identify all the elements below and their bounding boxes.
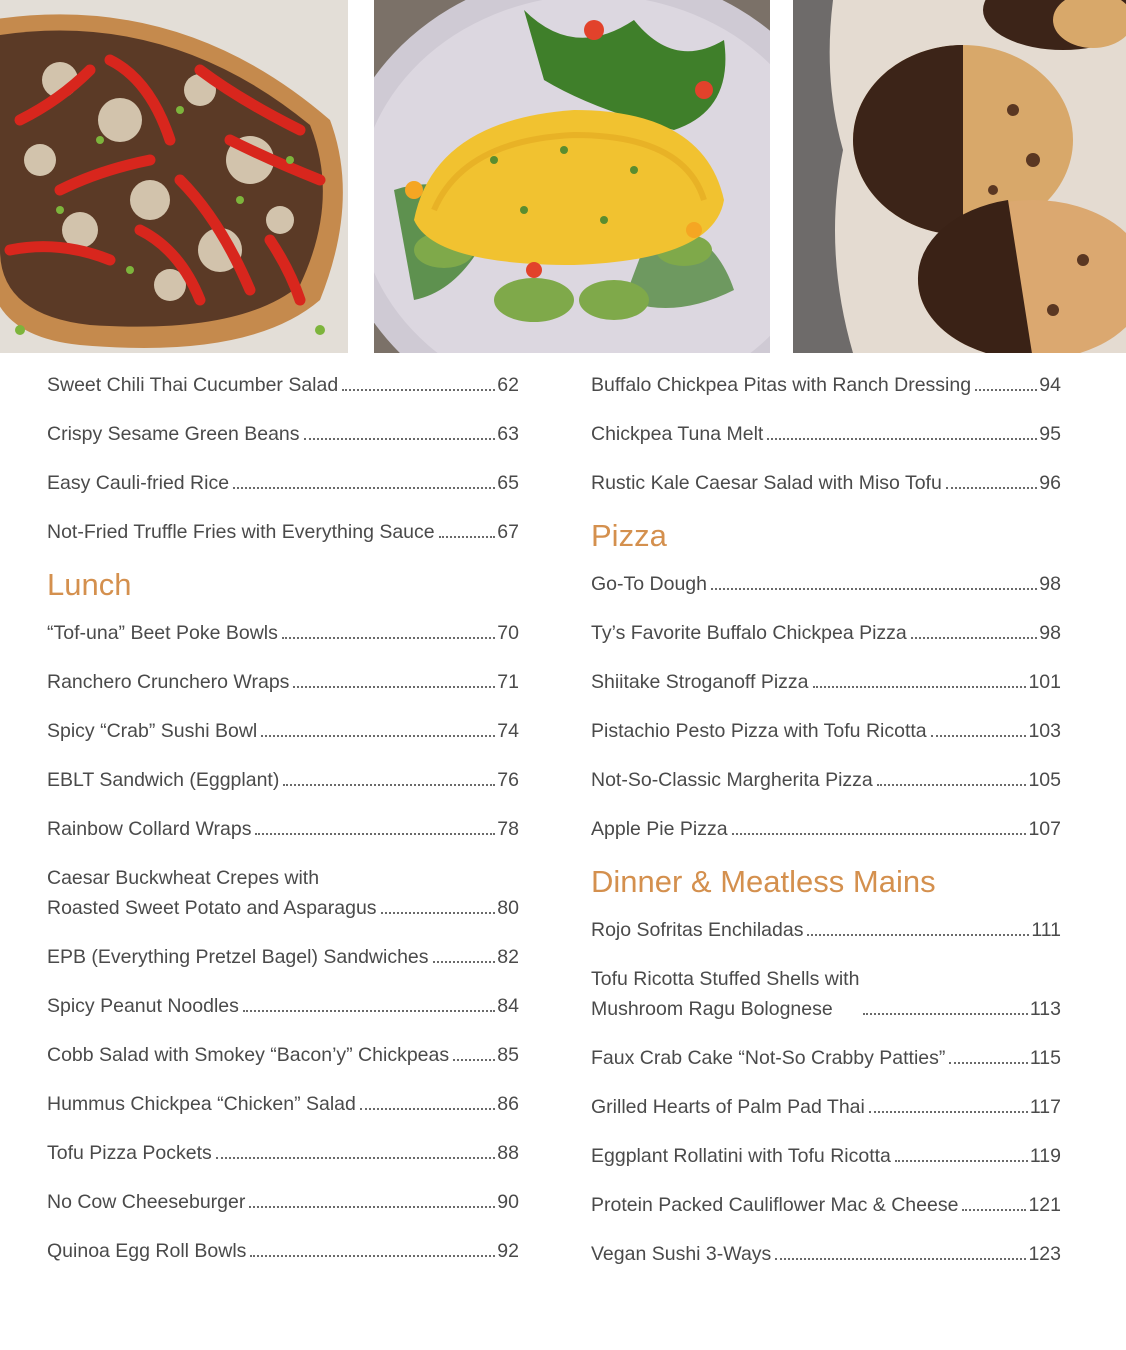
toc-entry <box>47 1236 519 1266</box>
dot-leader <box>261 735 495 737</box>
page-number: 80 <box>497 897 519 919</box>
recipe-title: Protein Packed Cauliflower Mac & Cheese <box>591 1194 959 1216</box>
toc-entry <box>47 618 519 648</box>
recipe-title: Go-To Dough <box>591 573 707 595</box>
page-number: 78 <box>497 818 519 840</box>
toc-entry <box>591 618 1061 648</box>
page-number: 119 <box>1029 1145 1061 1167</box>
dot-leader <box>813 686 1027 688</box>
toc-entry <box>591 370 1061 400</box>
cookie-sandwiches-photo <box>793 0 1126 353</box>
dot-leader <box>807 934 1029 936</box>
page-number: 94 <box>1039 374 1061 396</box>
section-heading: Pizza <box>591 518 667 553</box>
page-number: 76 <box>497 769 519 791</box>
toc-entry <box>47 370 519 400</box>
recipe-title: Tofu Pizza Pockets <box>47 1142 212 1164</box>
recipe-title: Rojo Sofritas Enchiladas <box>591 919 804 941</box>
toc-entry <box>47 942 519 972</box>
page-number: 71 <box>497 671 519 693</box>
page-number: 96 <box>1039 472 1061 494</box>
page-number: 84 <box>497 995 519 1017</box>
recipe-title: Buffalo Chickpea Pitas with Ranch Dressing <box>591 374 972 396</box>
recipe-title: EBLT Sandwich (Eggplant) <box>47 769 280 791</box>
dot-leader <box>439 536 496 538</box>
toc-entry <box>591 1092 1061 1122</box>
page-number: 90 <box>497 1191 519 1213</box>
toc-entry <box>591 1141 1061 1171</box>
toc-entry <box>591 964 1061 1024</box>
recipe-title: Spicy “Crab” Sushi Bowl <box>47 720 258 742</box>
toc-entry <box>591 1043 1061 1073</box>
recipe-title: Quinoa Egg Roll Bowls <box>47 1240 247 1262</box>
toc-entry <box>47 863 519 923</box>
page-number: 62 <box>497 374 519 396</box>
dot-leader <box>250 1255 495 1257</box>
dot-leader <box>243 1010 495 1012</box>
recipe-title: Hummus Chickpea “Chicken” Salad <box>47 1093 356 1115</box>
dot-leader <box>342 389 495 391</box>
recipe-title: Easy Cauli-fried Rice <box>47 472 230 494</box>
toc-entry <box>47 1040 519 1070</box>
dot-leader <box>283 784 495 786</box>
page-number: 123 <box>1028 1243 1061 1265</box>
toc-entry <box>47 468 519 498</box>
toc-entry <box>47 517 519 547</box>
recipe-title: Cobb Salad with Smokey “Bacon’y” Chickpeas <box>47 1044 450 1066</box>
dot-leader <box>216 1157 496 1159</box>
dot-leader <box>360 1108 495 1110</box>
page-number: 85 <box>497 1044 519 1066</box>
toc-entry <box>47 1089 519 1119</box>
toc-entry <box>47 419 519 449</box>
recipe-title: Not-Fried Truffle Fries with Everything Sauce <box>47 521 435 543</box>
toc-entry <box>47 667 519 697</box>
dot-leader <box>895 1160 1028 1162</box>
dot-leader <box>931 735 1027 737</box>
page-number: 98 <box>1039 573 1061 595</box>
toc-entry <box>591 915 1061 945</box>
dot-leader <box>767 438 1037 440</box>
dot-leader <box>249 1206 495 1208</box>
page-number: 105 <box>1028 769 1061 791</box>
dot-leader <box>775 1258 1026 1260</box>
dot-leader <box>381 912 496 914</box>
toc-entry <box>47 1187 519 1217</box>
omelette-photo <box>374 0 770 353</box>
page-number: 101 <box>1028 671 1061 693</box>
recipe-title: No Cow Cheeseburger <box>47 1191 246 1213</box>
recipe-title: Not-So-Classic Margherita Pizza <box>591 769 873 791</box>
dot-leader <box>949 1062 1028 1064</box>
page-number: 107 <box>1028 818 1061 840</box>
recipe-title: Tofu Ricotta Stuffed Shells with Mushroom Ragu Bolognese <box>591 968 860 1020</box>
recipe-title: Apple Pie Pizza <box>591 818 728 840</box>
dot-leader <box>962 1209 1026 1211</box>
page-number: 98 <box>1039 622 1061 644</box>
toc-entry <box>591 814 1061 844</box>
dot-leader <box>233 487 495 489</box>
toc-entry <box>47 814 519 844</box>
recipe-title: Caesar Buckwheat Crepes with Roasted Sweet Potato and Asparagus <box>47 867 377 919</box>
page-number: 117 <box>1029 1096 1061 1118</box>
recipe-title: Vegan Sushi 3-Ways <box>591 1243 772 1265</box>
dot-leader <box>911 637 1038 639</box>
toc-entry <box>591 419 1061 449</box>
page-number: 74 <box>497 720 519 742</box>
recipe-title: Crispy Sesame Green Beans <box>47 423 300 445</box>
page-number: 70 <box>497 622 519 644</box>
pizza-photo <box>0 0 348 353</box>
page-number: 113 <box>1029 998 1061 1020</box>
toc-entry <box>47 716 519 746</box>
dot-leader <box>732 833 1027 835</box>
toc-entry <box>591 569 1061 599</box>
page-number: 92 <box>497 1240 519 1262</box>
recipe-title: Ranchero Crunchero Wraps <box>47 671 290 693</box>
page-number: 111 <box>1031 919 1061 941</box>
toc-right-column <box>591 370 1061 1288</box>
dot-leader <box>453 1059 495 1061</box>
dot-leader <box>433 961 496 963</box>
recipe-title: Pistachio Pesto Pizza with Tofu Ricotta <box>591 720 927 742</box>
recipe-title: Eggplant Rollatini with Tofu Ricotta <box>591 1145 891 1167</box>
recipe-title: Shiitake Stroganoff Pizza <box>591 671 809 693</box>
recipe-title: Spicy Peanut Noodles <box>47 995 239 1017</box>
dot-leader <box>975 389 1037 391</box>
dot-leader <box>304 438 496 440</box>
dot-leader <box>711 588 1037 590</box>
toc-left-column <box>47 370 519 1285</box>
toc-entry <box>591 716 1061 746</box>
page-number: 65 <box>497 472 519 494</box>
dot-leader <box>946 487 1037 489</box>
section-heading: Dinner & Meatless Mains <box>591 864 936 899</box>
page-number: 115 <box>1029 1047 1061 1069</box>
section-heading: Lunch <box>47 567 132 602</box>
recipe-title: Rainbow Collard Wraps <box>47 818 252 840</box>
dot-leader <box>877 784 1027 786</box>
recipe-title: Chickpea Tuna Melt <box>591 423 764 445</box>
page-number: 63 <box>497 423 519 445</box>
recipe-title: Rustic Kale Caesar Salad with Miso Tofu <box>591 472 942 494</box>
recipe-title: Sweet Chili Thai Cucumber Salad <box>47 374 339 396</box>
recipe-title: EPB (Everything Pretzel Bagel) Sandwiches <box>47 946 429 968</box>
toc-entry <box>47 1138 519 1168</box>
recipe-title: Faux Crab Cake “Not-So Crabby Patties” <box>591 1047 946 1069</box>
dot-leader <box>282 637 495 639</box>
toc-entry <box>591 765 1061 795</box>
page-number: 88 <box>497 1142 519 1164</box>
page-number: 86 <box>497 1093 519 1115</box>
page-number: 95 <box>1039 423 1061 445</box>
dot-leader <box>869 1111 1028 1113</box>
toc-entry <box>47 991 519 1021</box>
dot-leader <box>863 1013 1027 1015</box>
page-number: 121 <box>1028 1194 1061 1216</box>
recipe-title: Grilled Hearts of Palm Pad Thai <box>591 1096 865 1118</box>
page-number: 82 <box>497 946 519 968</box>
toc-entry <box>591 468 1061 498</box>
toc-entry <box>47 765 519 795</box>
dot-leader <box>255 833 495 835</box>
recipe-title: “Tof-una” Beet Poke Bowls <box>47 622 278 644</box>
toc-entry <box>591 1239 1061 1269</box>
toc-entry <box>591 1190 1061 1220</box>
toc-entry <box>591 667 1061 697</box>
recipe-title: Ty’s Favorite Buffalo Chickpea Pizza <box>591 622 907 644</box>
dot-leader <box>293 686 495 688</box>
page-number: 67 <box>497 521 519 543</box>
page-number: 103 <box>1028 720 1061 742</box>
